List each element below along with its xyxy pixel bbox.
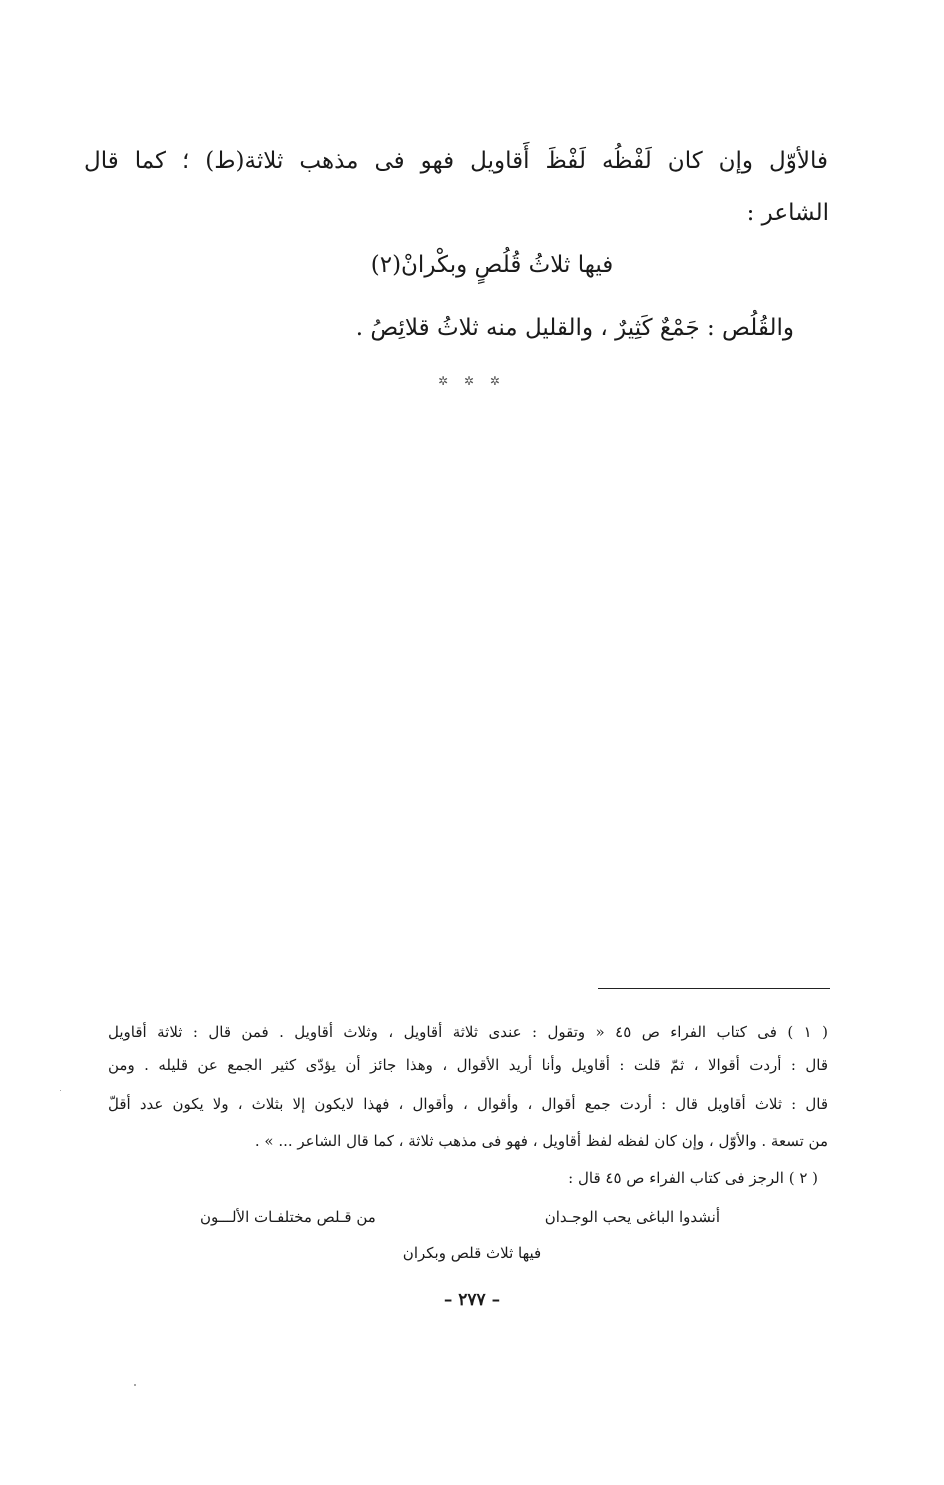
footnote-1-line-3: قال : ثلاث أقاويل قال : أردت جمع أقوال ، وأقوال ، وأقوال ، فهذا لايكون إلا بثلاث ، ولا يكون عدد أقلّ <box>108 1095 828 1113</box>
footnote-verse-line-2: فيها ثلاث قلص وبكران <box>402 1244 542 1262</box>
scan-speck <box>134 1384 136 1386</box>
footnote-verse-hemistich-2: من قـلص مختلفـات الألـــون <box>200 1208 376 1226</box>
main-text-line-2: الشاعر : <box>746 200 829 226</box>
footnote-1-line-1: ( ١ ) فى كتاب الفراء ص ٤٥ « وتقول : عندى ثلاثة أقاويل ، وثلاث أقاويل . فمن قال : ثلاثة أقاويل <box>108 1023 828 1041</box>
main-text-line-4: والقُلُص : جَمْعٌ كَثِيرٌ ، والقليل منه ثلاثُ قلائِصُ . <box>355 315 794 341</box>
footnote-verse-hemistich-1: أنشدوا الباغى يحب الوجـدان <box>544 1208 720 1226</box>
footnote-2-line-1: ( ٢ ) الرجز فى كتاب الفراء ص ٤٥ قال : <box>568 1169 818 1187</box>
verse-quotation <box>0 252 944 278</box>
footnote-rule <box>598 988 830 989</box>
main-text-line-1: فالأوّل وإن كان لَفْظُه لَفْظَ أَقاويل فهو فى مذهب ثلاثة(ط) ؛ كما قال <box>84 148 828 174</box>
footnote-1-line-4: من تسعة . والأوّل ، وإن كان لفظه لفظ أقاويل ، فهو فى مذهب ثلاثة ، كما قال الشاعر ... » . <box>254 1132 828 1150</box>
scan-speck <box>60 1090 61 1091</box>
footnote-1-line-2: قال : أردت أقوالا ، ثمّ قلت : أقاويل وأنا أريد الأقوال ، وهذا جائز أن يؤدّى كثير الجمع عن قليله . ومن <box>108 1056 828 1074</box>
page-number: – ٢٧٧ – <box>443 1290 501 1310</box>
section-separator: ✲ ✲ ✲ <box>438 374 506 388</box>
verse-text: فيها ثلاثُ قُلُصٍ وبكْرانْ(٢) <box>370 252 614 278</box>
